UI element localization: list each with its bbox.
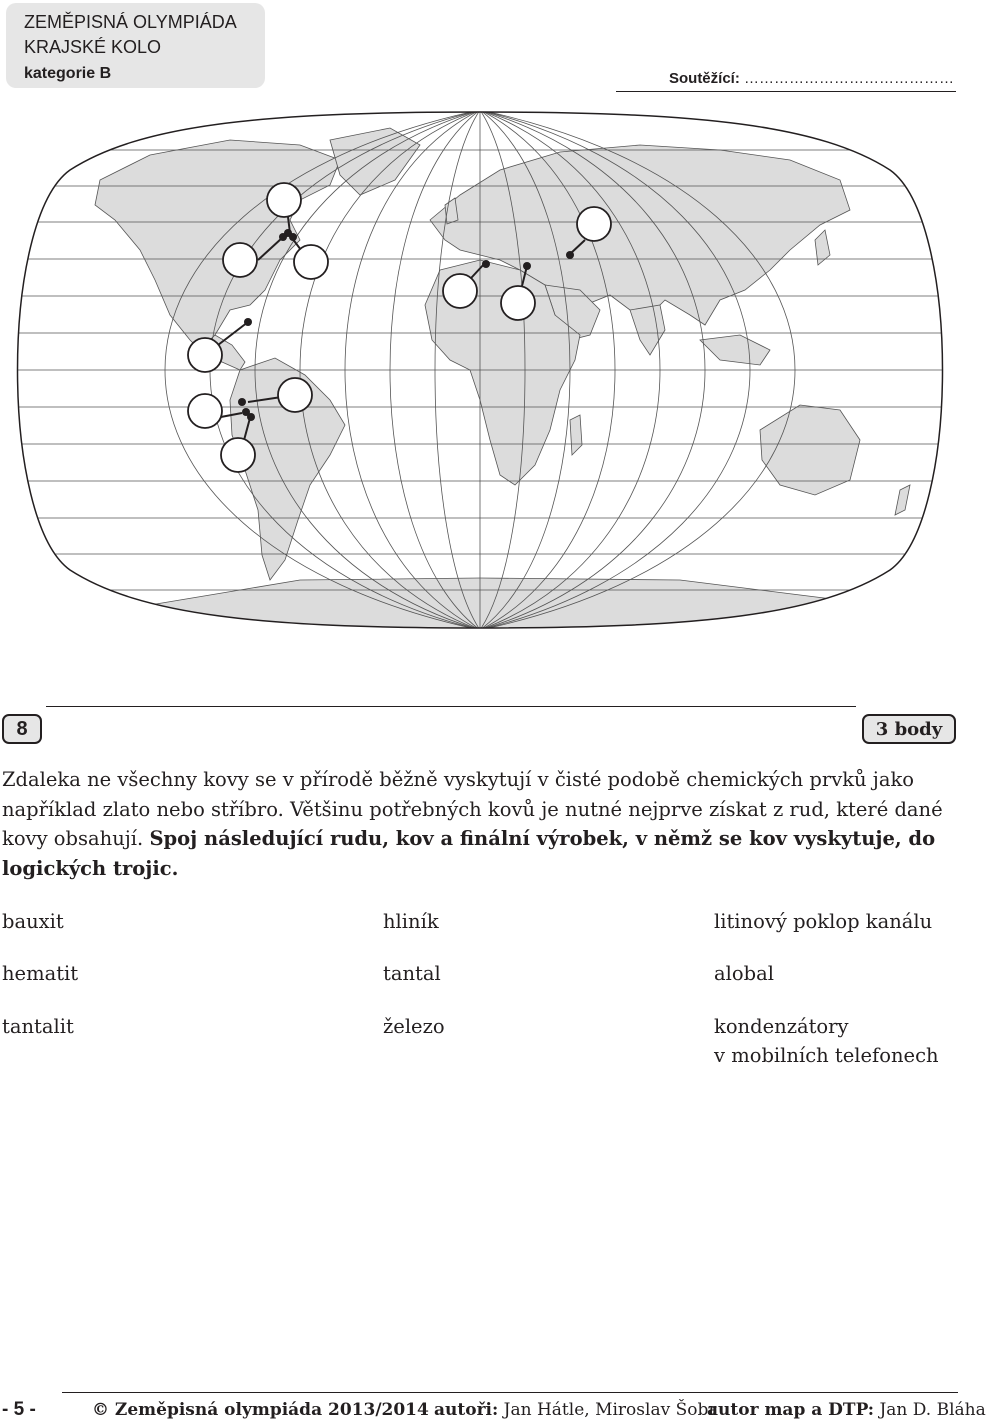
task-text-plain: Zdaleka ne všechny kovy se v přírodě běžně vyskytují v čisté podobě chemických prvků jako například zlato nebo stříbro. Většinu potřebných kovů je nutné nejprve získat z rud, které dané kovy obsahují. — [2, 768, 943, 850]
task-text-bold: Spoj následující rudu, kov a finální výrobek, v němž se kov vyskytuje, do logických trojic. — [2, 827, 936, 880]
map-body — [0, 100, 960, 640]
product-kondenzatory-line2[interactable]: v mobilních telefonech — [714, 1044, 939, 1067]
answer-circle — [221, 438, 255, 472]
header-box — [6, 3, 265, 88]
footer-map-author: autor map a DTP: Jan D. Bláha — [707, 1400, 986, 1420]
location-dot — [279, 233, 287, 241]
footer — [2, 1397, 986, 1423]
task-number: 8 — [2, 714, 42, 744]
product-alobal[interactable]: alobal — [714, 962, 774, 985]
page-number: - 5 - — [2, 1399, 36, 1420]
location-dot — [566, 251, 574, 259]
contestant-dots: …………………………………… — [744, 70, 954, 87]
olympiad-title: ZEMĚPISNÁ OLYMPIÁDA — [24, 12, 237, 32]
category-label: kategorie B — [24, 65, 112, 82]
answer-circle — [501, 286, 535, 320]
answer-circle — [223, 243, 257, 277]
location-dot — [238, 398, 246, 406]
answer-circle — [443, 274, 477, 308]
answer-circle — [267, 183, 301, 217]
footer-authors: autoři: Jan Hátle, Miroslav Šobr — [434, 1400, 717, 1420]
task-rule — [46, 706, 856, 707]
contestant-label: Soutěžící: — [668, 70, 740, 87]
contestant-field[interactable] — [669, 70, 954, 87]
task-points: 3 body — [862, 714, 956, 744]
task-instructions — [2, 765, 952, 883]
location-dot — [523, 262, 531, 270]
world-map — [0, 100, 960, 640]
ore-tantalit[interactable]: tantalit — [2, 1015, 74, 1038]
answer-circle — [278, 378, 312, 412]
answer-circle — [188, 338, 222, 372]
header-rule — [616, 91, 956, 92]
answer-circle — [577, 207, 611, 241]
footer-rule — [62, 1392, 958, 1393]
location-dot — [244, 318, 252, 326]
metal-zelezo[interactable]: železo — [383, 1015, 445, 1038]
ore-bauxit[interactable]: bauxit — [2, 910, 64, 933]
product-poklop[interactable]: litinový poklop kanálu — [714, 910, 933, 933]
location-dot — [482, 260, 490, 268]
location-dot — [247, 413, 255, 421]
ore-hematit[interactable]: hematit — [2, 962, 79, 985]
answer-circle — [294, 245, 328, 279]
product-kondenzatory[interactable]: kondenzátory — [714, 1015, 849, 1038]
metal-hlinik[interactable]: hliník — [383, 910, 439, 933]
location-dot — [289, 233, 297, 241]
footer-copyright: © Zeměpisná olympiáda 2013/2014 — [92, 1400, 429, 1420]
round-title: KRAJSKÉ KOLO — [24, 37, 162, 57]
metal-tantal[interactable]: tantal — [383, 962, 441, 985]
answer-circle — [188, 394, 222, 428]
